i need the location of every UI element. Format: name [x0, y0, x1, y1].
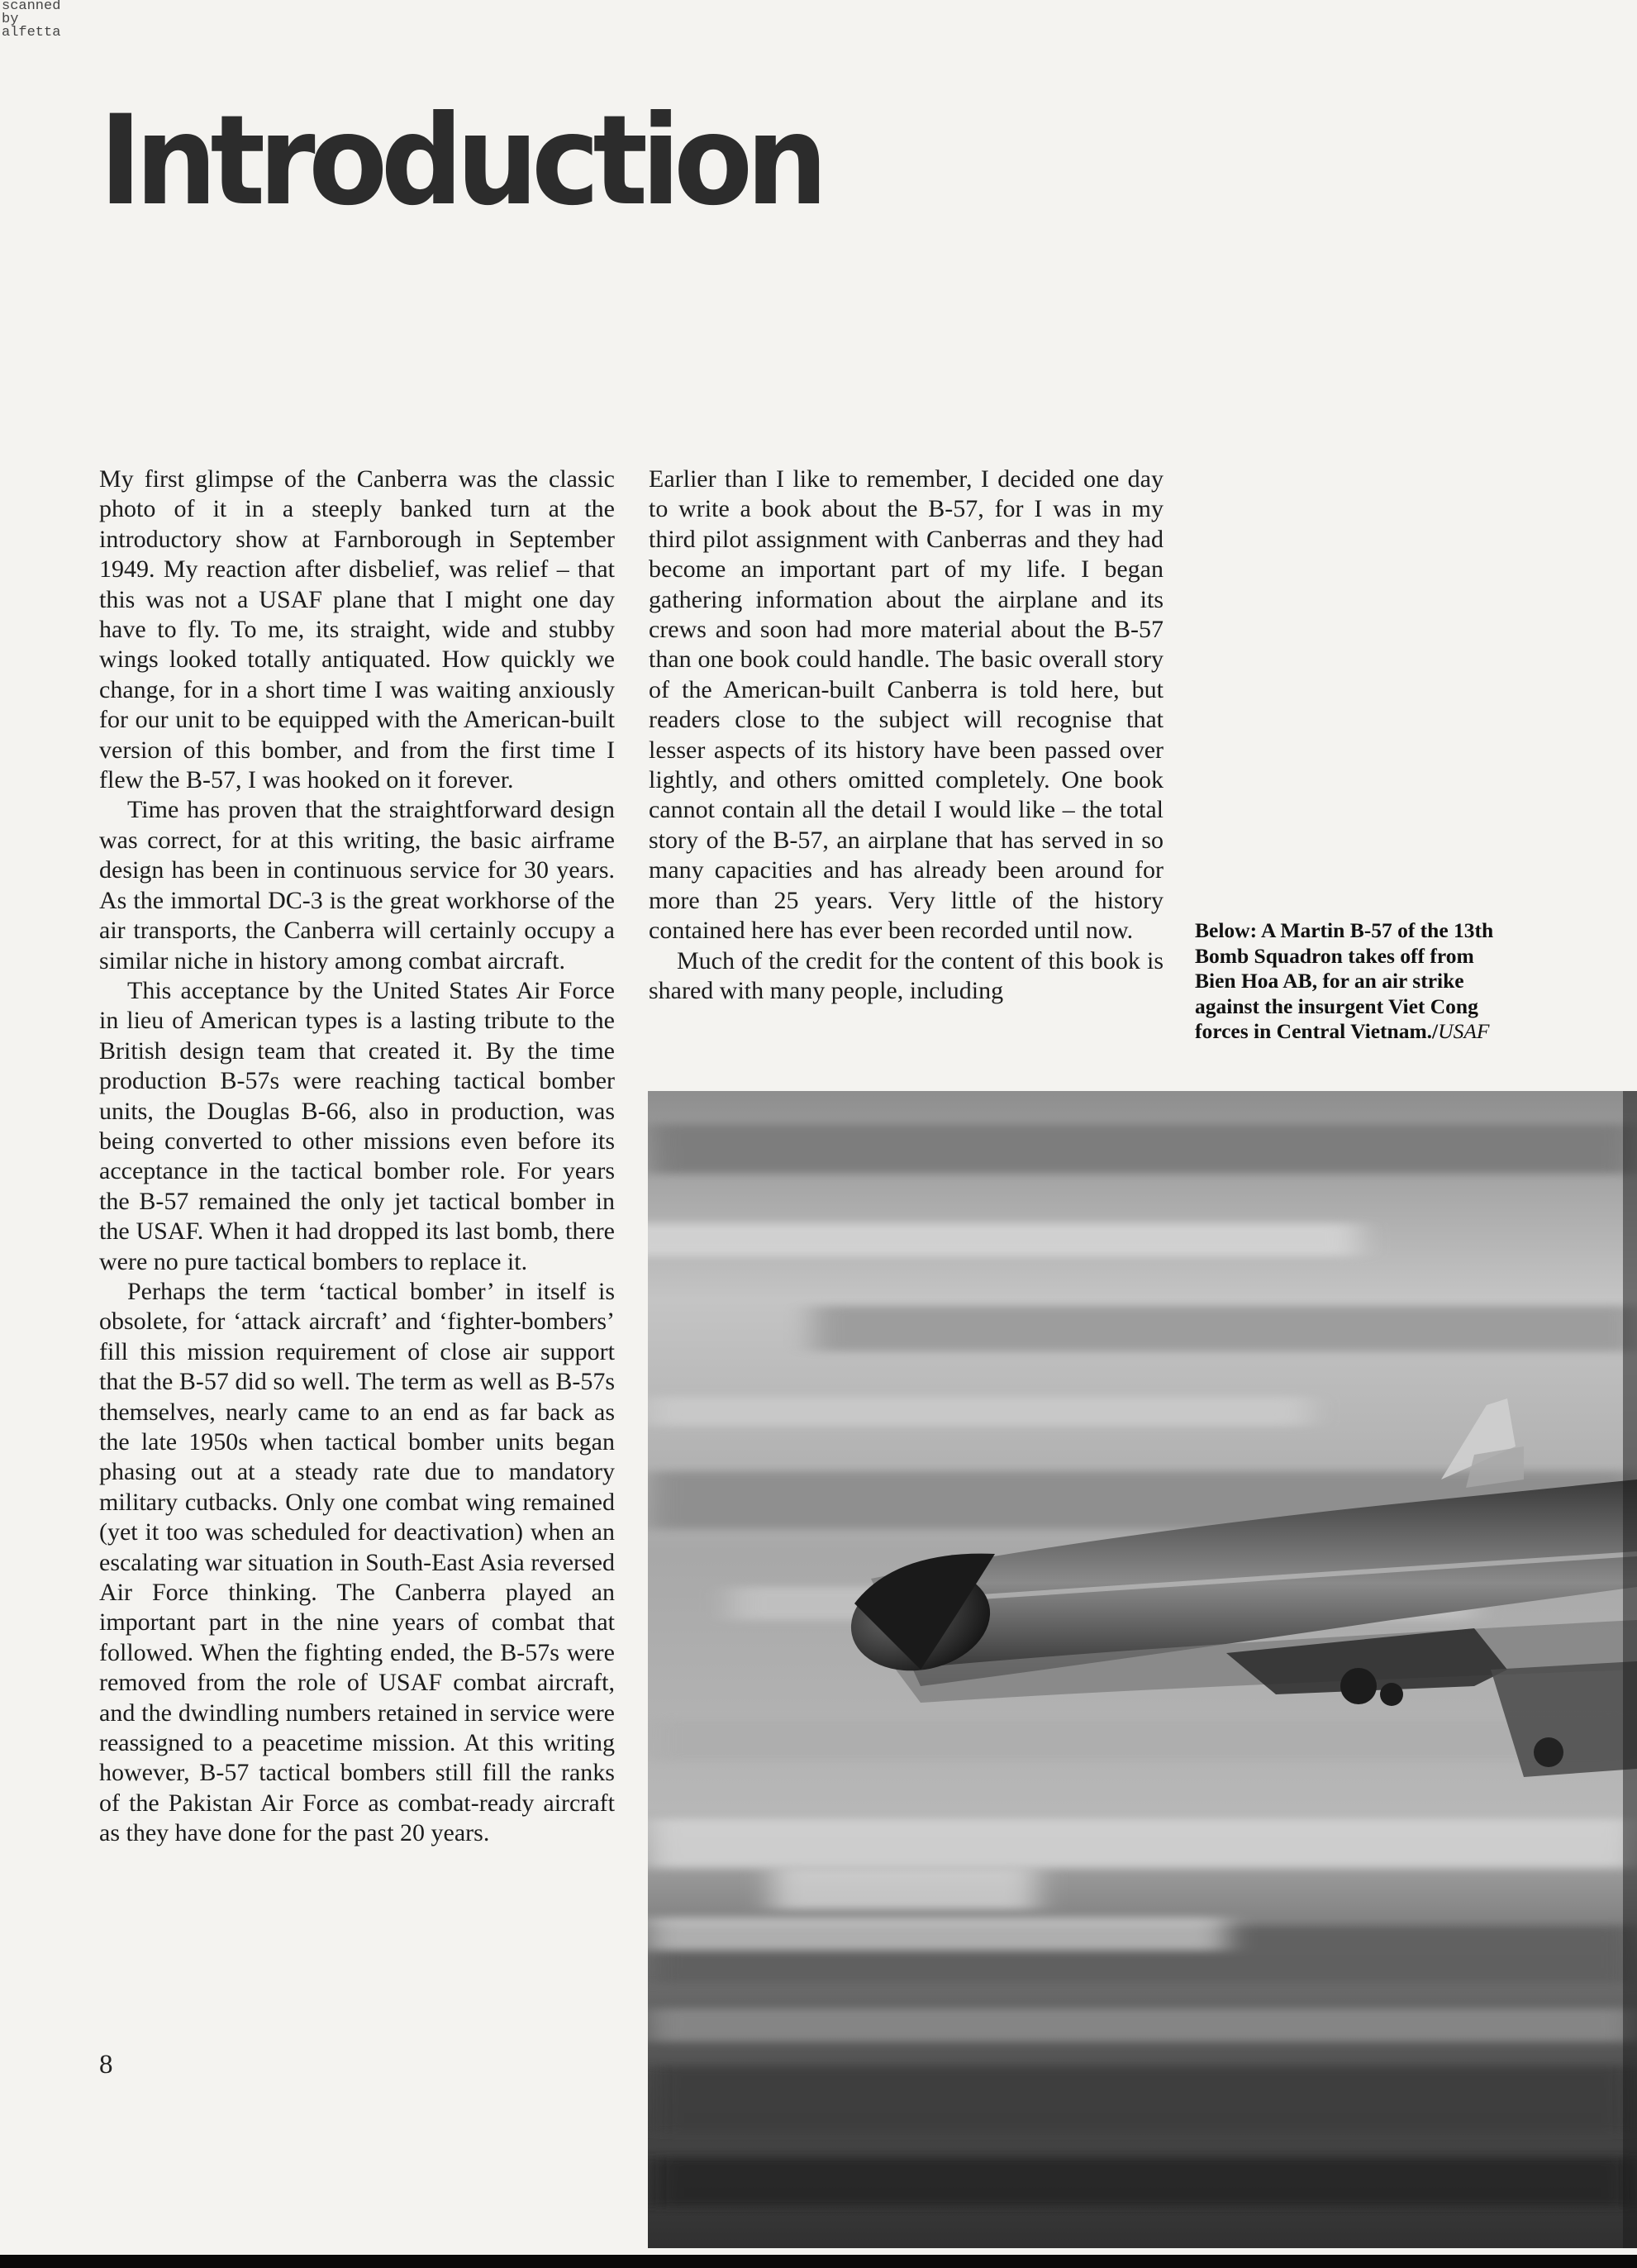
paragraph: Perhaps the term ‘tactical bomber’ in itself is obsolete, for ‘attack aircraft’ and ‘fighter-bombers’ fill this mission requirement of close air support that the B-57 did so well. The term as well as B-57s themselves, nearly came to an end as far back as the late 1950s when tactical bomber units began phasing out at a steady rate due to mandatory military cutbacks. Only one combat wing remained (yet it too was scheduled for deactivation) when an escalating war situation in South-East Asia reversed Air Force thinking. The Canberra played an important part in the nine years of combat that followed. When the fighting ended, the B-57s were removed from the role of USAF combat aircraft, and the dwindling numbers retained in service were reassigned to a peacetime mission. At this writing however, B-57 tactical bombers still fill the ranks of the Pakistan Air Force as combat-ready aircraft as they have done for the past 20 years. — [99, 1277, 615, 1847]
paragraph: My first glimpse of the Canberra was the classic photo of it in a steeply banked turn at the introductory show at Farnborough in September 1949. My reaction after disbelief, was relief – that this was not a USAF plane that I might one day have to fly. To me, its straight, wide and stubby wings looked totally antiquated. How quickly we change, for in a short time I was waiting anxiously for our unit to be equipped with the American-built version of this bomber, and from the first time I flew the B-57, I was hooked on it forever. — [99, 465, 615, 794]
photo-caption — [1195, 918, 1504, 1045]
paragraph: This acceptance by the United States Air Force in lieu of American types is a lasting tribute to the British design team that created it. By the time production B-57s were reaching tactical bomber units, the Douglas B-66, also in production, was being converted to other missions even before its acceptance in the tactical bomber role. For years the B-57 remained the only jet tactical bomber in the USAF. When it had dropped its last bomb, there were no pure tactical bombers to replace it. — [99, 976, 615, 1275]
left-text-column — [99, 465, 615, 1849]
scan-note-line: scanned — [2, 0, 61, 14]
caption-text: Below: A Martin B-57 of the 13th Bomb Squadron takes off from Bien Hoa AB, for an air strike against the insurgent Viet Cong forces in Central Vietnam./ — [1195, 918, 1494, 1043]
page-number: 8 — [99, 2050, 113, 2080]
aircraft-photo — [648, 1091, 1637, 2248]
paragraph: Earlier than I like to remember, I decided one day to write a book about the B-57, for I was in my third pilot assignment with Canberras and they had become an important part of my life. I began gathering information about the airplane and its crews and soon had more material about the B-57 than one book could handle. The basic overall story of the American-built Canberra is told here, but readers close to the subject will recognise that lesser aspects of its history have been passed over lightly, and others omitted completely. One book cannot contain all the detail I would like – the total story of the B-57, an airplane that has served in so many capacities and has already been around for more than 25 years. Very little of the history contained here has ever been recorded until now. — [649, 465, 1164, 945]
page-title: Introduction — [99, 89, 821, 233]
scan-note-line: by — [2, 12, 19, 27]
scan-edge — [0, 2255, 1637, 2268]
paragraph: Much of the credit for the content of this book is shared with many people, including — [649, 946, 1164, 1004]
scan-note-line: alfetta — [2, 25, 61, 40]
right-text-column — [649, 465, 1164, 1006]
scan-watermark — [2, 0, 60, 40]
b57-takeoff-photo — [648, 1091, 1637, 2248]
photo-credit: USAF — [1438, 1019, 1490, 1043]
paragraph: Time has proven that the straightforward design was correct, for at this writing, the basic airframe design has been in continuous service for 30 years. As the immortal DC-3 is the great workhorse of the air transports, the Canberra will certainly occupy a similar niche in history among combat aircraft. — [99, 796, 615, 974]
